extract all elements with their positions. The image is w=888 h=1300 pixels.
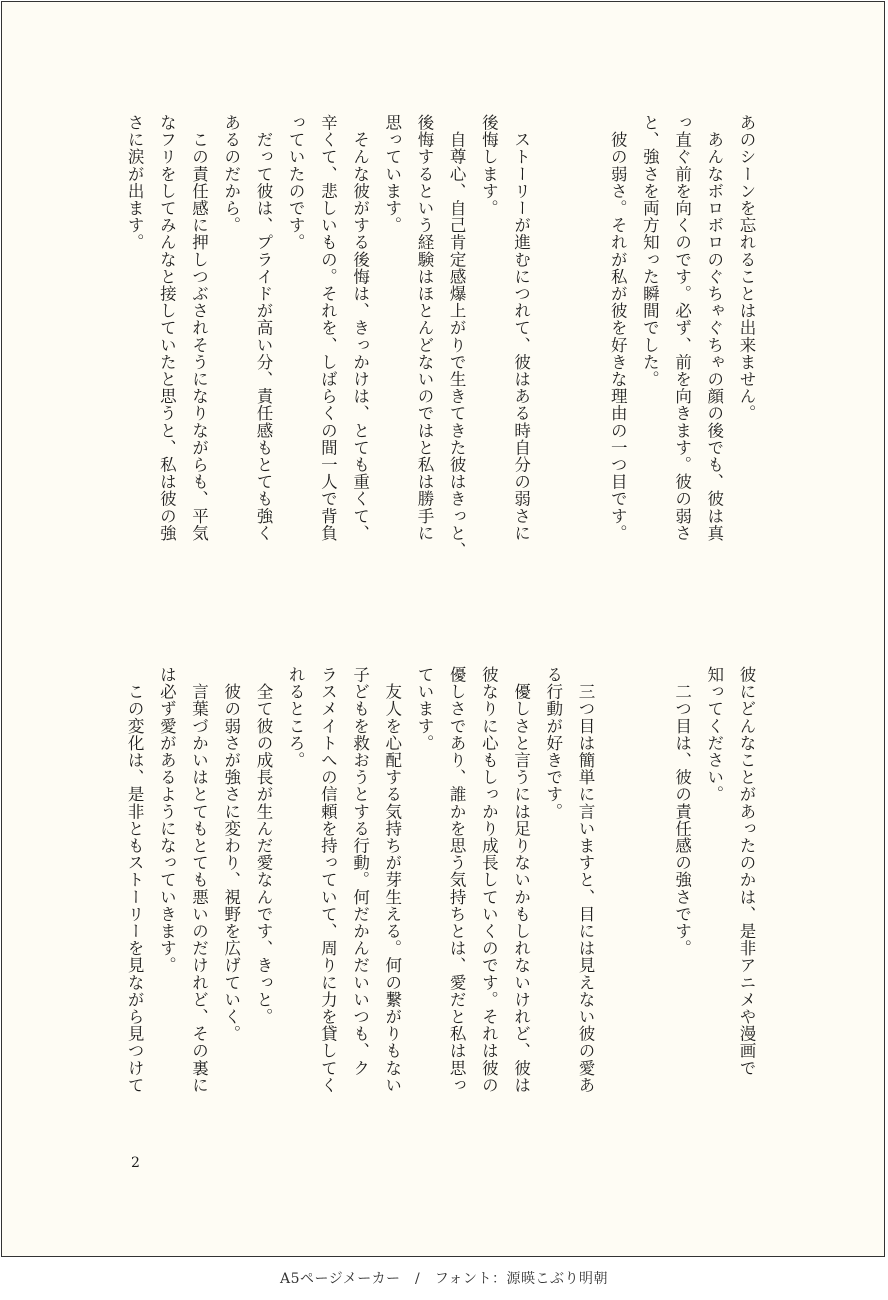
text-line: る行動が好きです。 bbox=[543, 666, 563, 820]
text-line: は必ず愛があるようになっていきます。 bbox=[157, 666, 177, 974]
text-line: と、強さを両方知った瞬間でした。 bbox=[640, 114, 660, 388]
blank-line bbox=[633, 666, 665, 1146]
text-line: だって彼は、プライドが高い分、責任感もとても強く bbox=[253, 114, 273, 542]
text-line: 後悔するという経験はほとんどないのではと私は勝手に bbox=[414, 114, 434, 542]
text-line: 彼の弱さが強さに変わり、視野を広げていく。 bbox=[221, 666, 241, 1043]
text-line: 知ってください。 bbox=[704, 666, 724, 803]
text-line: 後悔します。 bbox=[479, 114, 499, 217]
text-line: 辛くて、悲しいもの。それを、しばらくの間一人で背負 bbox=[318, 114, 338, 542]
text-line: あのシーンを忘れることは出来ません。 bbox=[737, 114, 756, 422]
text-line: 彼の弱さ。それが私が彼を好きな理由の一つ目です。 bbox=[608, 114, 628, 542]
page-number: 2 bbox=[131, 1155, 140, 1171]
text-line: 優しさであり、誰かを思う気持ちとは、愛だと私は思っ bbox=[447, 666, 467, 1094]
text-line: 友人を心配する気持ちが芽生える。何の繋がりもない bbox=[382, 666, 402, 1094]
text-line: 全て彼の成長が生んだ愛なんです、きっと。 bbox=[253, 666, 273, 1026]
text-line: 彼にどんなことがあったのかは、是非アニメや漫画で bbox=[737, 666, 756, 1077]
text-line: 自尊心、自己肯定感爆上がりで生きてきた彼はきっと、 bbox=[447, 114, 467, 559]
text-line: っ直ぐ前を向くのです。必ず、前を向きます。彼の弱さ bbox=[672, 114, 692, 542]
footer-caption: A5ページメーカー / フォント：源暎こぶり明朝 bbox=[279, 1271, 609, 1287]
manuscript-page bbox=[1, 1, 885, 1257]
upper-text-block bbox=[118, 114, 762, 614]
text-line: 二つ目は、彼の責任感の強さです。 bbox=[672, 666, 692, 957]
text-line: 言葉づかいはとてもとても悪いのだけれど、その裏に bbox=[189, 666, 209, 1094]
blank-line bbox=[601, 666, 633, 1146]
text-line: 三つ目は簡単に言いますと、目には見えない彼の愛あ bbox=[575, 666, 595, 1094]
blank-line bbox=[537, 114, 569, 614]
text-line: 彼なりに心もしっかり成長していくのです。それは彼の bbox=[479, 666, 499, 1094]
text-line: この変化は、是非ともストーリーを見ながら見つけて bbox=[125, 666, 145, 1094]
text-line: なフリをしてみんなと接していたと思うと、私は彼の強 bbox=[157, 114, 177, 542]
text-line: あんなボロボロのぐちゃぐちゃの顔の後でも、彼は真 bbox=[704, 114, 724, 542]
text-line: っていたのです。 bbox=[286, 114, 306, 251]
text-line: ています。 bbox=[414, 666, 434, 752]
blank-line bbox=[569, 114, 601, 614]
text-line: あるのだから。 bbox=[221, 114, 241, 234]
text-line: この責任感に押しつぶされそうになりながらも、平気 bbox=[189, 114, 209, 542]
text-line: 子どもを救おうとする行動。何だかんだいいつも、ク bbox=[350, 666, 370, 1077]
text-line: 優しさと言うには足りないかもしれないけれど、彼は bbox=[511, 666, 531, 1094]
text-line: ラスメイトへの信頼を持っていて、周りに力を貸してく bbox=[318, 666, 338, 1094]
text-line: ストーリーが進むにつれて、彼はある時自分の弱さに bbox=[511, 114, 531, 542]
text-line: 思っています。 bbox=[382, 114, 402, 234]
lower-text-block bbox=[118, 666, 762, 1146]
text-line: そんな彼がする後悔は、きっかけは、とても重くて、 bbox=[350, 114, 370, 542]
text-line: れるところ。 bbox=[286, 666, 306, 769]
text-line: さに涙が出ます。 bbox=[125, 114, 145, 251]
